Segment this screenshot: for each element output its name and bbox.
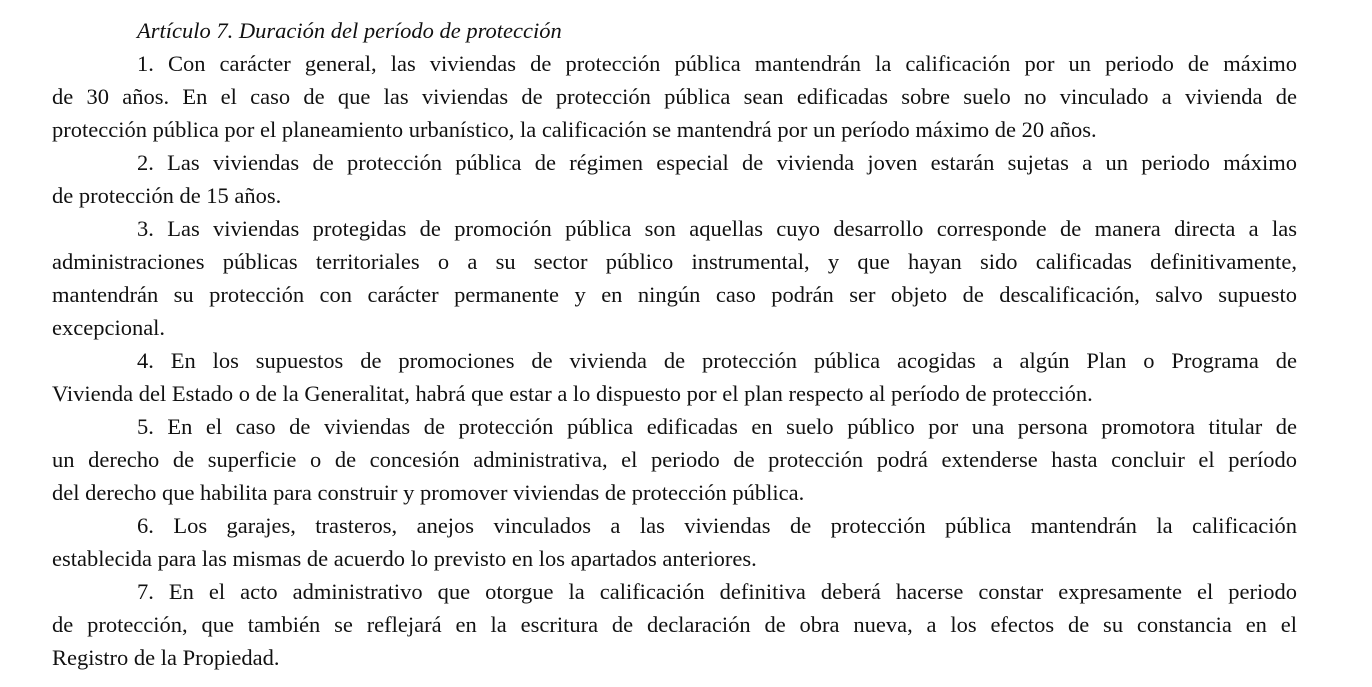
paragraph-4: [52, 344, 1297, 410]
paragraph-1: [52, 47, 1297, 146]
paragraph-line: excepcional.: [52, 315, 166, 340]
paragraph-7: [52, 575, 1297, 674]
paragraph-3: [52, 212, 1297, 344]
paragraph-line: Vivienda del Estado o de la Generalitat, habrá que estar a lo dispuesto por el plan respecto al período de protección.: [52, 381, 1093, 406]
paragraph-6: [52, 509, 1297, 575]
paragraph-line: 6. Los garajes, trasteros, anejos vinculados a las viviendas de protección pública mantendrán la calificación: [137, 513, 1297, 538]
paragraph-line: protección pública por el planeamiento urbanístico, la calificación se mantendrá por un período máximo de 20 años.: [52, 117, 1097, 142]
paragraph-line: administraciones públicas territoriales o a su sector público instrumental, y que hayan sido calificadas definitivamente,: [52, 249, 1297, 274]
paragraph-line: de protección, que también se reflejará en la escritura de declaración de obra nueva, a los efectos de su constancia en el: [52, 612, 1297, 637]
paragraph-line: 5. En el caso de viviendas de protección pública edificadas en suelo público por una persona promotora titular de: [137, 414, 1297, 439]
article-heading: [52, 14, 1297, 47]
paragraph-2: [52, 146, 1297, 212]
article-heading-text: Artículo 7. Duración del período de protección: [137, 18, 562, 43]
paragraph-line: 4. En los supuestos de promociones de vivienda de protección pública acogidas a algún Plan o Programa de: [137, 348, 1297, 373]
paragraph-line: de protección de 15 años.: [52, 183, 282, 208]
document-page: [52, 14, 1297, 674]
paragraph-line: 7. En el acto administrativo que otorgue la calificación definitiva deberá hacerse constar expresamente el periodo: [137, 579, 1297, 604]
paragraph-line: de 30 años. En el caso de que las viviendas de protección pública sean edificadas sobre suelo no vinculado a vivienda de: [52, 84, 1297, 109]
paragraph-line: 1. Con carácter general, las viviendas de protección pública mantendrán la calificación por un periodo de máximo: [137, 51, 1297, 76]
paragraph-line: un derecho de superficie o de concesión administrativa, el periodo de protección podrá extenderse hasta concluir el período: [52, 447, 1297, 472]
paragraph-line: mantendrán su protección con carácter permanente y en ningún caso podrán ser objeto de descalificación, salvo supuesto: [52, 282, 1297, 307]
paragraph-line: Registro de la Propiedad.: [52, 645, 280, 670]
paragraph-line: establecida para las mismas de acuerdo lo previsto en los apartados anteriores.: [52, 546, 757, 571]
paragraph-line: 2. Las viviendas de protección pública de régimen especial de vivienda joven estarán sujetas a un periodo máximo: [137, 150, 1297, 175]
paragraph-line: del derecho que habilita para construir y promover viviendas de protección pública.: [52, 480, 805, 505]
paragraph-5: [52, 410, 1297, 509]
paragraph-line: 3. Las viviendas protegidas de promoción pública son aquellas cuyo desarrollo corresponde de manera directa a las: [137, 216, 1297, 241]
